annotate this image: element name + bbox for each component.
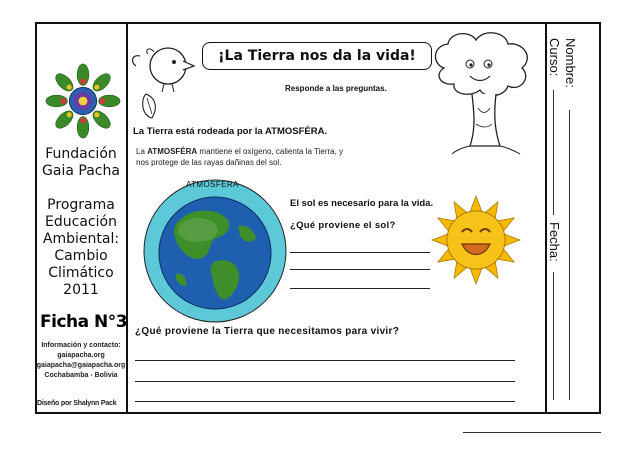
contact-line: Información y contacto: [41,342,121,349]
program-line: 2011 [63,282,99,298]
name-column-divider [545,22,547,414]
contact-line: gaiapacha.org [57,352,105,359]
page-title: ¡La Tierra nos da la vida! [202,42,432,70]
program-line: Climático [48,265,114,281]
answer-line[interactable] [290,269,430,270]
sun-question: ¿Qué proviene el sol? [290,220,396,231]
atmosphere-label: ATMOSFERA [186,180,239,189]
gaia-pacha-logo-icon [44,62,122,140]
earth-question: ¿Qué proviene la Tierra que necesitamos para vivir? [135,326,400,337]
program-line: Programa [47,197,115,213]
answer-line[interactable] [135,381,515,382]
info-prefix: La [136,147,148,156]
program-line: Educación [45,214,117,230]
smiling-sun-icon [426,194,526,286]
instructions-text: Responde a las preguntas. [285,84,387,93]
program-line: Cambio [54,248,108,264]
info-rest: mantiene el oxígeno, calienta la Tierra, y nos protege de las rayas dañinas del sol. [136,147,344,167]
design-credit: Diseño por Shalynn Pack [37,400,117,407]
answer-line[interactable] [135,401,515,402]
contact-info [36,341,126,381]
answer-line[interactable] [290,288,430,289]
org-name-line: Fundación [45,146,117,162]
atmosphere-statement: La Tierra está rodeada por la ATMOSFÉRA. [133,126,328,137]
date-answer-line[interactable] [553,272,554,400]
bird-icon [128,36,198,122]
earth-globe-icon [142,178,288,324]
program-name [36,197,126,299]
date-field-label: Fecha: [547,222,562,262]
course-field-label: Curso: [547,38,562,77]
org-name-line: Gaia Pacha [42,163,120,179]
course-answer-line[interactable] [553,90,554,215]
contact-line: gaiapacha@gaiapacha.org [36,362,126,369]
contact-line: Cochabamba - Bolivia [44,372,118,379]
tree-character-icon [424,28,542,158]
name-field-label: Nombre: [563,38,578,88]
info-keyword: ATMOSFÉRA [147,147,198,156]
sun-statement: El sol es necesario para la vida. [290,198,434,209]
answer-line[interactable] [135,360,515,361]
answer-line[interactable] [290,252,430,253]
organization-name [36,146,126,180]
worksheet-number: Ficha N°3 [40,312,128,332]
footer-line [463,432,601,433]
atmosphere-info [136,146,346,168]
program-line: Ambiental: [42,231,120,247]
name-answer-line[interactable] [569,110,570,400]
